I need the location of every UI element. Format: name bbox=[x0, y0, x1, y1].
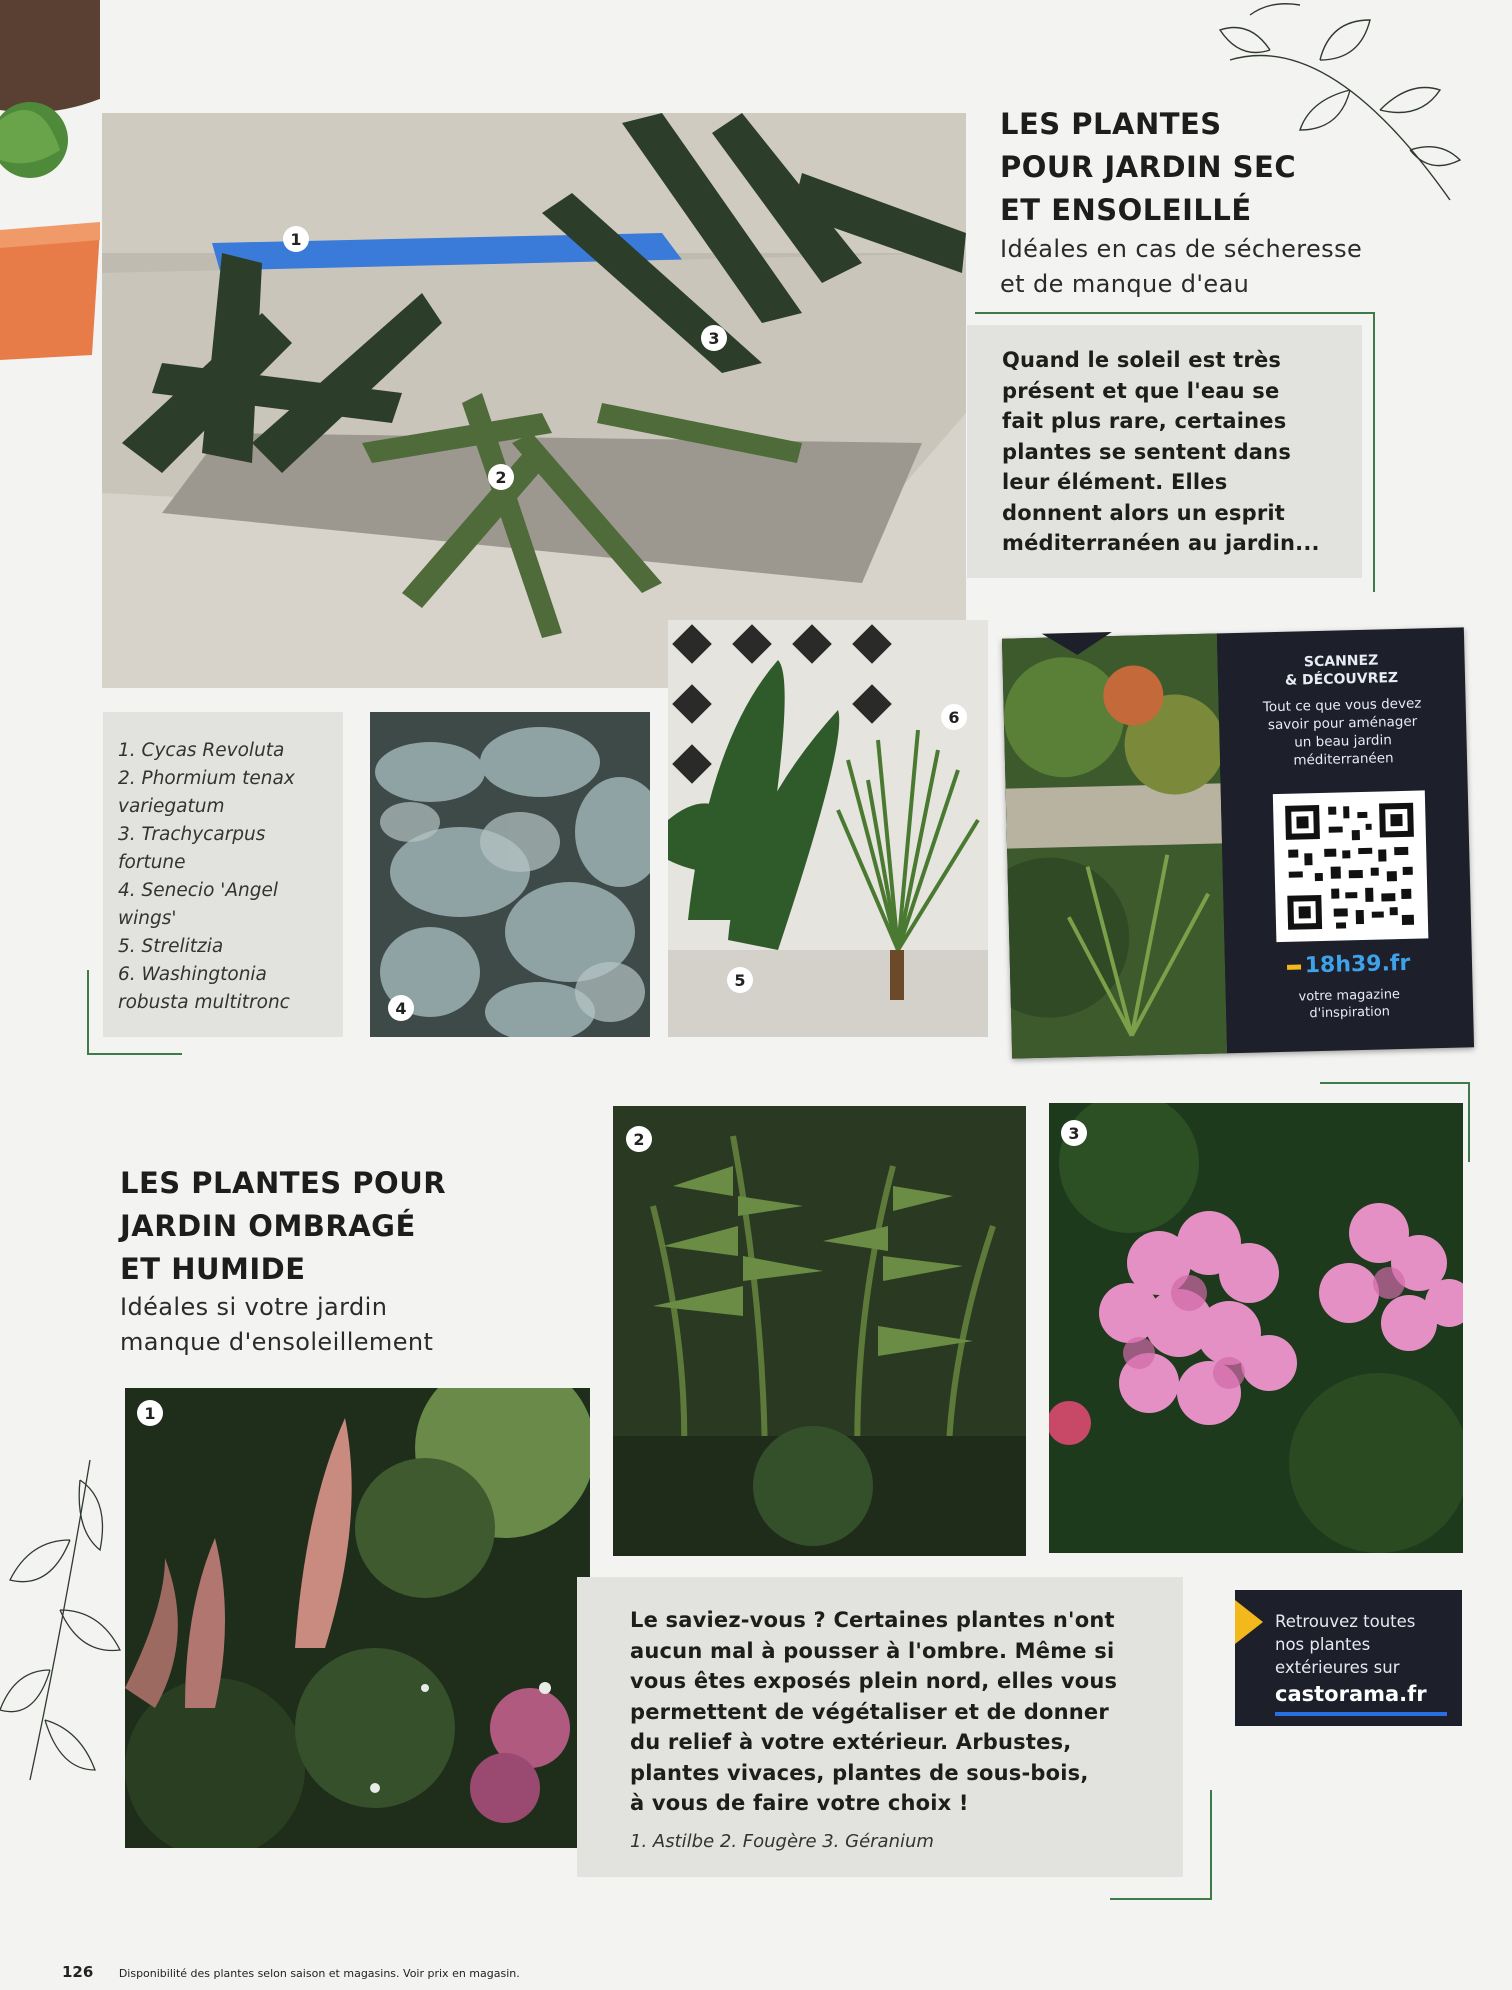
marker-3: 3 bbox=[701, 325, 727, 351]
qr-heading: SCANNEZ & DÉCOUVREZ bbox=[1284, 652, 1399, 689]
garden-photo bbox=[1002, 633, 1227, 1058]
castorama-promo[interactable] bbox=[1235, 1590, 1462, 1726]
corner-line bbox=[975, 312, 1375, 314]
corner-line bbox=[1320, 1082, 1470, 1084]
section2-subtitle: Idéales si votre jardin manque d'ensoleillement bbox=[120, 1293, 434, 1356]
footer bbox=[62, 1963, 520, 1981]
qr-card[interactable] bbox=[1002, 627, 1474, 1058]
corner-line bbox=[1373, 312, 1375, 592]
corner-line bbox=[1210, 1790, 1212, 1900]
section1-legend: 1. Cycas Revoluta 2. Phormium tenax variegatum 3. Trachycarpus fortune 4. Senecio 'Angel wings' 5. Strelitzia 6. Washingtonia robusta multitronc bbox=[118, 740, 295, 1013]
footer-note: Disponibilité des plantes selon saison et magasins. Voir prix en magasin. bbox=[118, 1967, 520, 1980]
marker-5: 5 bbox=[727, 967, 753, 993]
pot-decoration bbox=[0, 0, 100, 360]
qr-code[interactable] bbox=[1273, 790, 1429, 942]
corner-line bbox=[1110, 1898, 1212, 1900]
corner-line bbox=[87, 970, 89, 1055]
photo-dry-garden-planter bbox=[102, 113, 966, 688]
photo-geranium bbox=[1049, 1103, 1463, 1553]
marker-4: 4 bbox=[388, 995, 414, 1021]
section2-legend: 1. Astilbe 2. Fougère 3. Géranium bbox=[630, 1831, 934, 1852]
marker-1: 1 bbox=[137, 1400, 163, 1426]
section1-subtitle: Idéales en cas de sécheresse et de manque d'eau bbox=[1000, 235, 1363, 298]
promo-text: Retrouvez toutes nos plantes extérieures sur bbox=[1275, 1612, 1416, 1677]
qr-site-link[interactable]: 18h39.fr bbox=[1225, 949, 1473, 980]
link-underline bbox=[1275, 1712, 1447, 1716]
photo-astilbe bbox=[125, 1388, 590, 1848]
page-number: 126 bbox=[62, 1963, 94, 1981]
photo-senecio bbox=[370, 712, 650, 1037]
marker-1: 1 bbox=[283, 226, 309, 252]
photo-fern bbox=[613, 1106, 1026, 1556]
corner-line bbox=[87, 1053, 182, 1055]
section1-body-text: Quand le soleil est très présent et que l'eau se fait plus rare, certaines plantes se sentent dans leur élément. Elles donnent alors un esprit méditerranéen au jardin... bbox=[1002, 348, 1320, 555]
down-arrow-icon bbox=[1042, 632, 1113, 656]
marker-2: 2 bbox=[488, 464, 514, 490]
corner-line bbox=[1468, 1082, 1470, 1162]
arrow-right-icon bbox=[1235, 1600, 1263, 1644]
section2-body-text: Le saviez-vous ? Certaines plantes n'ont aucun mal à pousser à l'ombre. Même si vous êtes exposés plein nord, elles vous permettent de végétaliser et de donner du relief à votre extérieur. Arbustes, plantes vivaces, plantes de sous-bois, à vous de faire votre choix ! bbox=[630, 1608, 1118, 1815]
dash-icon bbox=[1287, 964, 1301, 969]
marker-6: 6 bbox=[941, 704, 967, 730]
section1-title: LES PLANTES POUR JARDIN SEC ET ENSOLEILLÉ bbox=[1000, 107, 1297, 227]
section2-title: LES PLANTES POUR JARDIN OMBRAGÉ ET HUMIDE bbox=[120, 1166, 447, 1286]
qr-tagline: votre magazine d'inspiration bbox=[1298, 987, 1401, 1022]
leaf-illustration-bottom bbox=[0, 1440, 130, 1790]
castorama-link[interactable]: castorama.fr bbox=[1275, 1682, 1427, 1706]
qr-description: Tout ce que vous devez savoir pour aménager un beau jardin méditerranéen bbox=[1262, 695, 1422, 769]
marker-2: 2 bbox=[626, 1126, 652, 1152]
marker-3: 3 bbox=[1061, 1120, 1087, 1146]
photo-strelitzia-washingtonia bbox=[668, 620, 988, 1037]
